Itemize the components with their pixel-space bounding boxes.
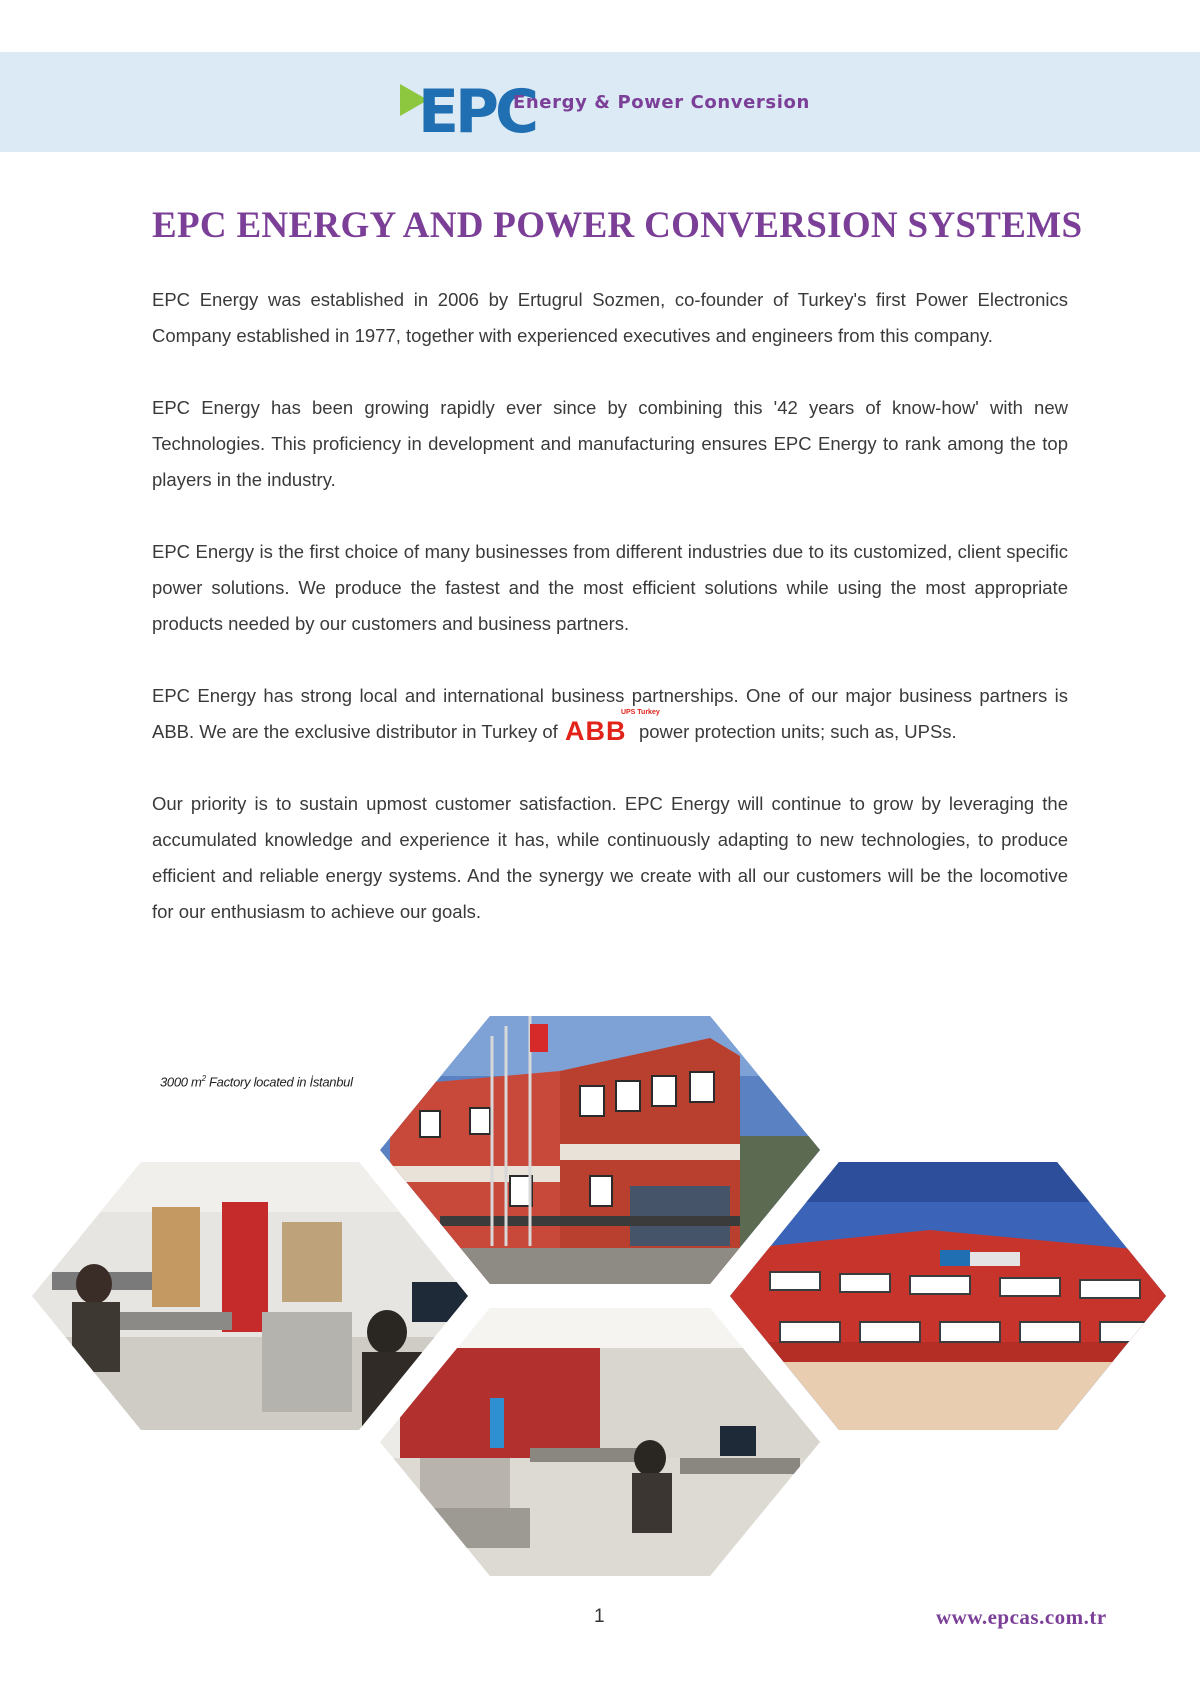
- abb-logo: [564, 709, 660, 746]
- factory-caption: [160, 1074, 353, 1089]
- paragraph-partnerships: [152, 678, 1068, 750]
- paragraph-solutions: EPC Energy is the first choice of many businesses from different industries due to its customized, client specific power solutions. We produce the fastest and the most efficient solutions while using the most appropriate products needed by our customers and business partners.: [152, 541, 1068, 634]
- website-link[interactable]: www.epcas.com.tr: [936, 1605, 1107, 1629]
- abb-logo-text: ABB: [564, 716, 627, 746]
- caption-location: Factory located in İstanbul: [205, 1074, 353, 1090]
- logo-text: EPC: [418, 77, 535, 147]
- paragraph-priority: Our priority is to sustain upmost customer satisfaction. EPC Energy will continue to grow by leveraging the accumulated knowledge and experience it has, while continuously adapting to new technologies, to produce efficient and reliable energy systems. And the synergy we create with all our customers will be the locomotive for our enthusiasm to achieve our goals.: [152, 793, 1068, 922]
- abb-logo-sup: UPS Turkey: [620, 709, 660, 716]
- caption-area: 3000 m: [160, 1074, 202, 1090]
- page-number: 1: [594, 1606, 605, 1627]
- page-title: EPC ENERGY AND POWER CONVERSION SYSTEMS: [152, 205, 1083, 246]
- body-text: [152, 282, 1068, 966]
- partnerships-text-end: power protection units; such as, UPSs.: [638, 721, 957, 742]
- paragraph-history: EPC Energy was established in 2006 by Ertugrul Sozmen, co-founder of Turkey's first Power Electronics Company established in 1977, together with experienced executives and engineers from this company.: [152, 289, 1068, 346]
- photo-open-office: [380, 1308, 820, 1576]
- paragraph-growth: EPC Energy has been growing rapidly ever since by combining this '42 years of know-how' with new Technologies. This proficiency in development and manufacturing ensures EPC Energy to rank among the top players in the industry.: [152, 397, 1068, 490]
- logo-tagline: Energy & Power Conversion: [513, 92, 810, 113]
- epc-logo: [398, 74, 535, 147]
- caption-superscript: 2: [201, 1074, 206, 1083]
- partnerships-text: EPC Energy has strong local and international business partnerships. One of our major business partners is ABB. We are the exclusive distributor in Turkey of: [152, 685, 1068, 742]
